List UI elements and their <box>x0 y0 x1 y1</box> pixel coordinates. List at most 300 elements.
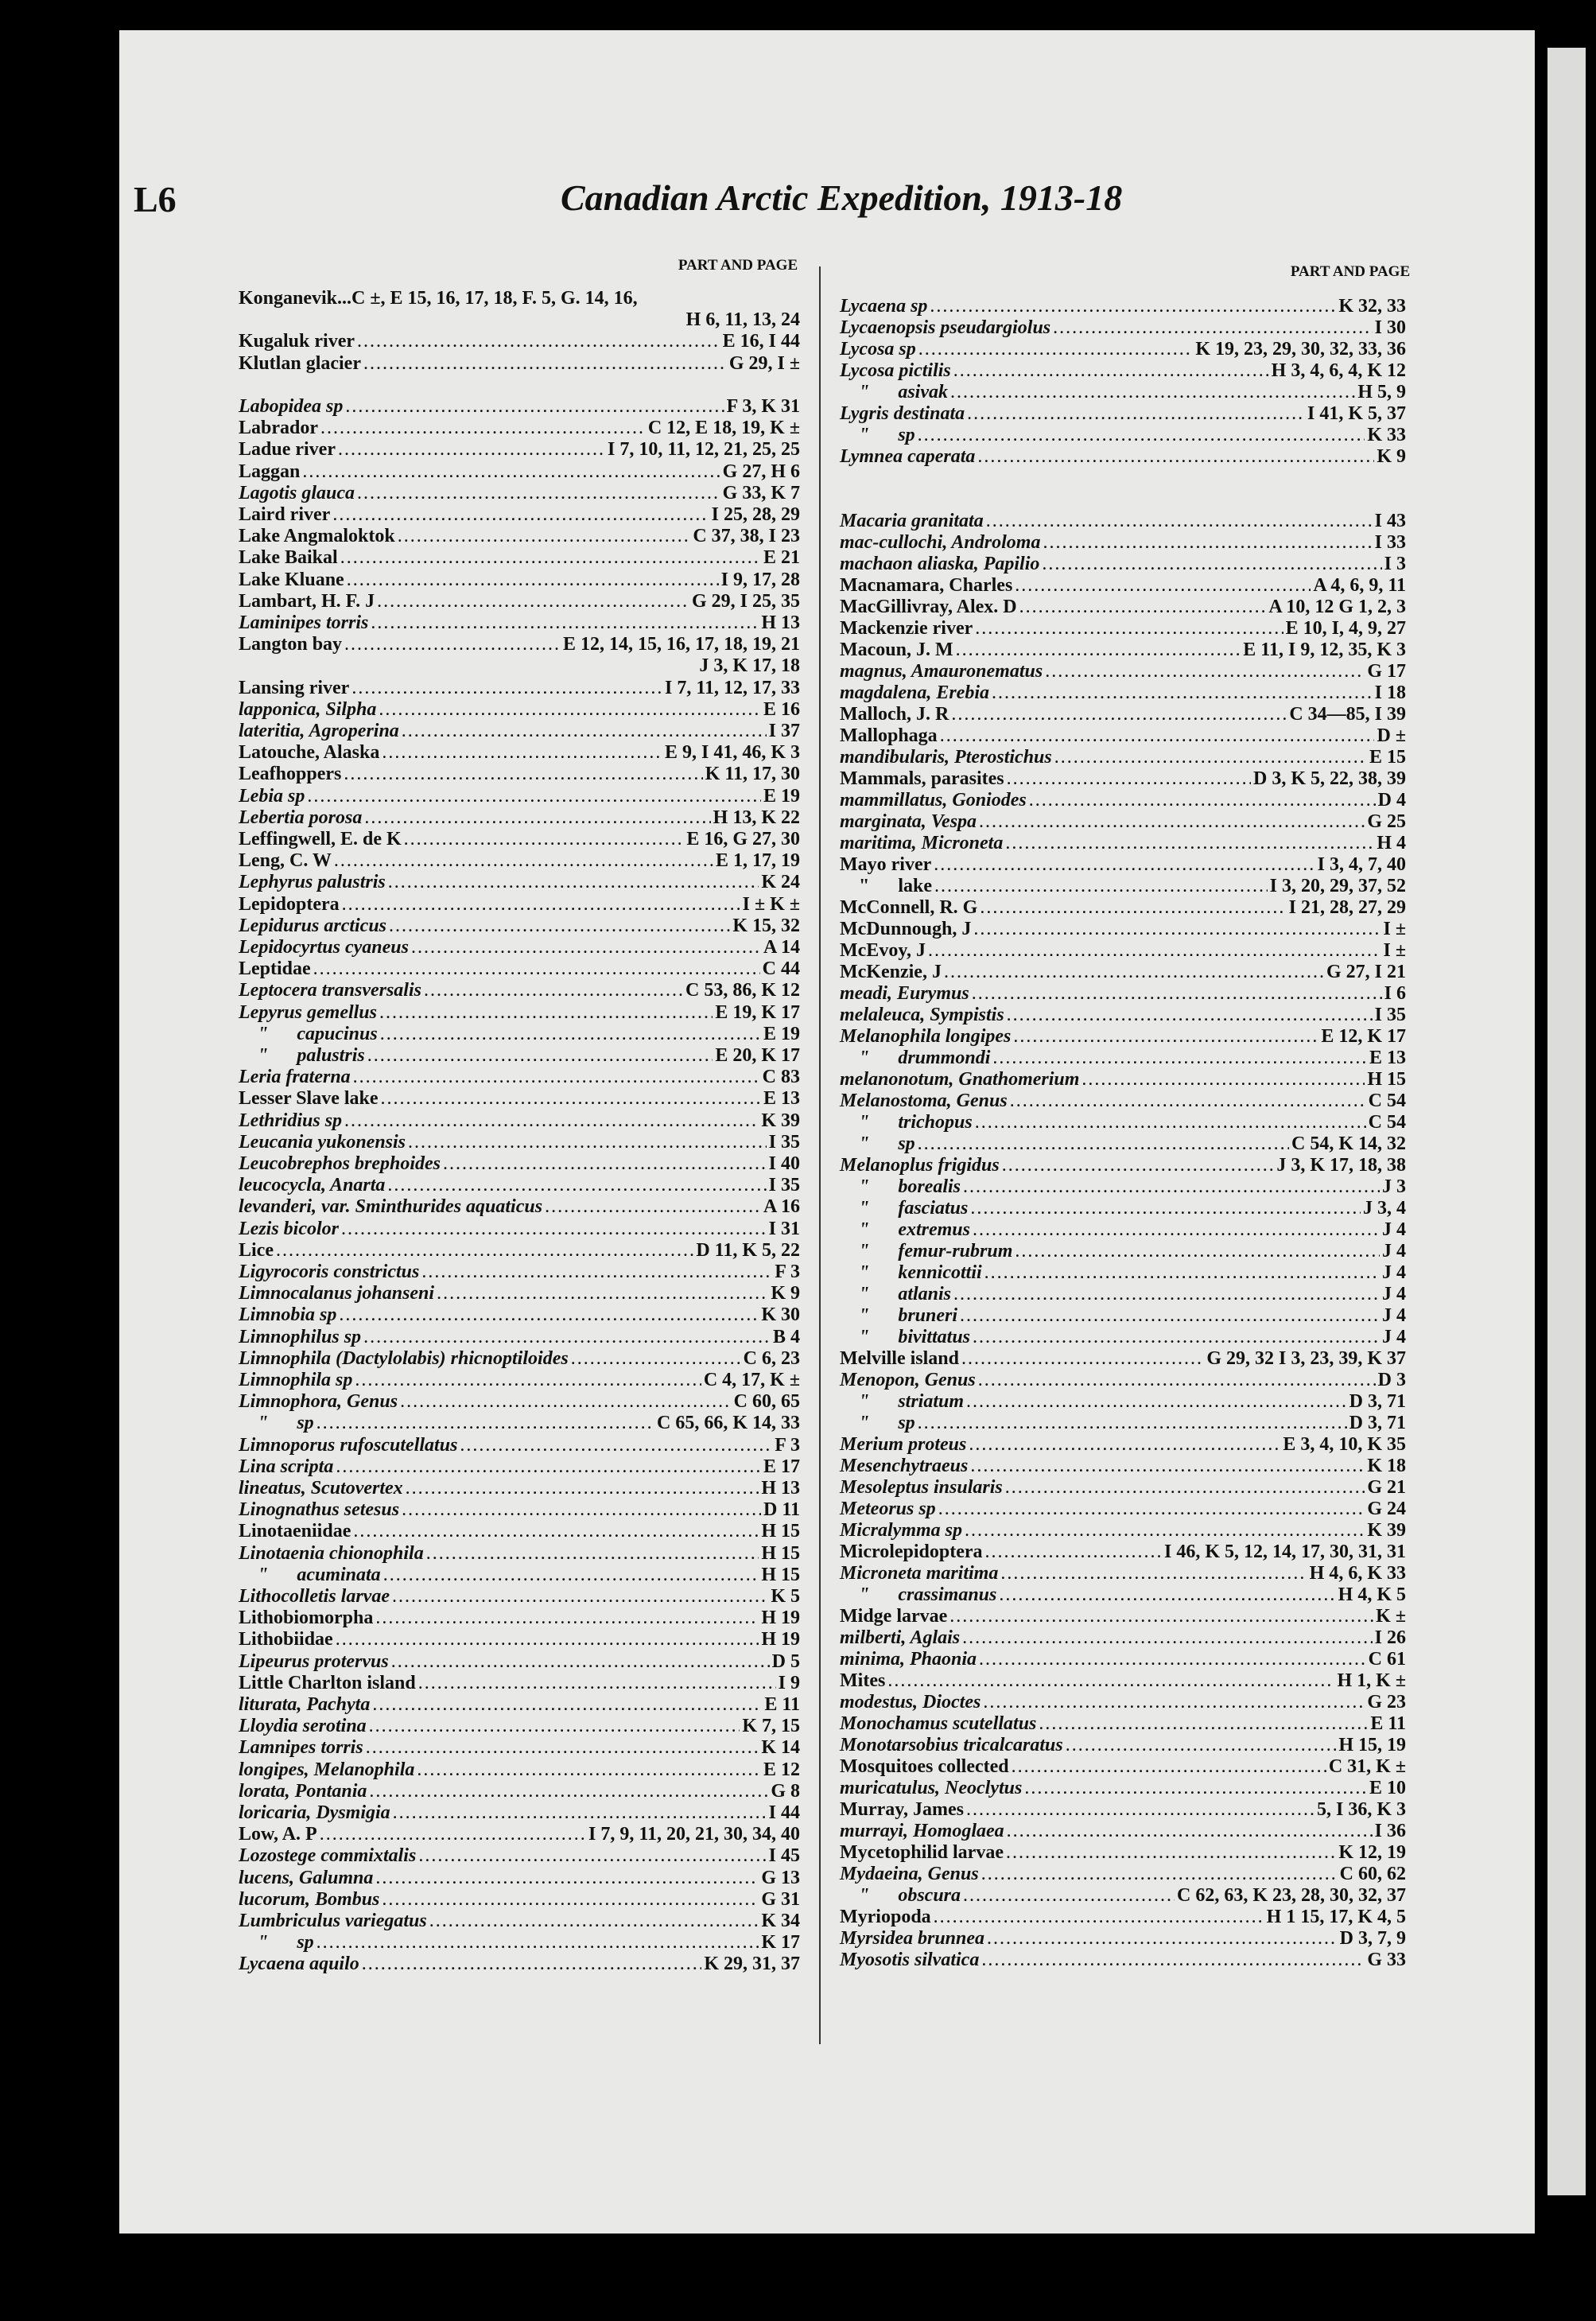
entry-name: Ligyrocoris constrictus <box>239 1262 420 1282</box>
entry-name: " sp <box>840 425 915 445</box>
dot-leader <box>316 1932 759 1953</box>
entry-reference: I 30 <box>1374 317 1406 338</box>
entry-reference: K 24 <box>761 872 800 893</box>
dot-leader <box>983 1692 1365 1713</box>
entry-reference: G 29, I ± <box>728 352 800 374</box>
index-entry <box>239 894 800 915</box>
dot-leader <box>1054 747 1367 768</box>
entry-name: lapponica, Silpha <box>239 698 377 720</box>
entry-reference: A 16 <box>763 1196 800 1218</box>
entry-reference: I 9, 17, 28 <box>720 569 800 590</box>
index-entry <box>239 418 800 438</box>
entry-name: minima, Phaonia <box>840 1649 977 1670</box>
entry-name: levanderi, var. Sminthurides aquaticus <box>239 1196 543 1218</box>
entry-name: " drummondi <box>840 1048 991 1068</box>
entry-name: Lumbriculus variegatus <box>239 1911 427 1931</box>
dot-leader <box>424 980 683 1001</box>
dot-leader <box>1043 532 1372 553</box>
index-entry <box>840 1520 1406 1541</box>
entry-reference: I 7, 10, 11, 12, 21, 25, 25 <box>607 439 800 461</box>
entry-name: modestus, Dioctes <box>840 1692 981 1713</box>
entry-name: Mesenchytraeus <box>840 1456 969 1476</box>
entry-reference: H 4, 6, K 33 <box>1309 1563 1406 1584</box>
entry-reference: H 13 <box>761 612 800 633</box>
entry-reference: 5, I 36, K 3 <box>1316 1799 1406 1820</box>
index-entry <box>840 489 1406 510</box>
index-entry <box>239 721 800 741</box>
dot-leader <box>369 1716 740 1736</box>
entry-reference: G 33, K 7 <box>722 482 800 503</box>
entry-reference: E 11, I 9, 12, 35, K 3 <box>1243 640 1406 660</box>
entry-reference: E 15 <box>1369 747 1406 768</box>
dot-leader <box>918 1413 1347 1433</box>
dot-leader <box>364 807 710 828</box>
index-entry <box>239 1153 800 1174</box>
index-entry <box>840 1950 1406 1970</box>
index-entry <box>239 1499 800 1520</box>
entry-reference: G 13 <box>761 1867 800 1888</box>
index-entry <box>840 1477 1406 1498</box>
dot-leader <box>367 1045 713 1066</box>
entry-name: " bivittatus <box>840 1327 971 1347</box>
dot-leader <box>345 396 724 417</box>
entry-name: murrayi, Homoglaea <box>840 1821 1004 1841</box>
index-entry <box>239 1024 800 1044</box>
dot-leader <box>366 1737 759 1758</box>
entry-reference: I 25, 28, 29 <box>711 504 800 525</box>
entry-name: liturata, Pachyta <box>239 1694 371 1715</box>
index-entry <box>239 1478 800 1499</box>
entry-name: " sp <box>840 1133 915 1154</box>
index-entry <box>239 1304 800 1325</box>
entry-reference: J 4 <box>1382 1262 1406 1283</box>
entry-name: Laird river <box>239 504 331 525</box>
index-entry <box>840 1670 1406 1691</box>
entry-name: magdalena, Erebia <box>840 682 990 703</box>
entry-reference: G 29, I 25, 35 <box>691 590 800 612</box>
index-entry <box>239 547 800 568</box>
entry-reference: I 7, 9, 11, 20, 21, 30, 34, 40 <box>588 1824 800 1845</box>
entry-name: Lagotis glauca <box>239 482 355 503</box>
dot-leader <box>313 958 760 979</box>
entry-name: Leptidae <box>239 958 311 980</box>
entry-reference: D 3 <box>1377 1370 1406 1390</box>
index-entry <box>239 699 800 720</box>
dot-leader <box>949 1606 1373 1627</box>
dot-leader <box>362 1954 702 1974</box>
index-entry <box>840 1434 1406 1455</box>
entry-reference: E 3, 4, 10, K 35 <box>1283 1434 1406 1455</box>
entry-name: Leafhoppers <box>239 764 342 785</box>
dot-leader <box>980 897 1286 918</box>
entry-name: loricaria, Dysmigia <box>239 1802 390 1823</box>
index-entry <box>840 876 1406 896</box>
dot-leader <box>342 894 740 915</box>
index-entry <box>239 1045 800 1066</box>
entry-reference: I 3, 4, 7, 40 <box>1317 854 1406 875</box>
entry-reference: I 3 <box>1384 554 1406 574</box>
entry-name: Lamnipes torris <box>239 1737 363 1759</box>
index-entry <box>239 980 800 1001</box>
entry-reference: I ± K ± <box>742 893 800 915</box>
dot-leader <box>1007 768 1251 789</box>
entry-name: Lebertia porosa <box>239 807 363 828</box>
entry-name: Klutlan glacier <box>239 352 361 374</box>
index-entry <box>840 597 1406 617</box>
entry-name: McDunnough, J <box>840 919 972 939</box>
entry-name: Langton bay <box>239 634 343 655</box>
entry-name: " sp <box>239 1413 314 1434</box>
index-entry <box>239 1716 800 1736</box>
dot-leader <box>963 1176 1380 1197</box>
entry-name: lorata, Pontania <box>239 1780 367 1802</box>
index-entry <box>840 1627 1406 1648</box>
index-entry <box>840 1821 1406 1841</box>
entry-name: Linotaeniidae <box>239 1521 351 1542</box>
index-entry <box>239 1391 800 1412</box>
index-entry <box>239 353 800 374</box>
index-entry <box>239 807 800 828</box>
entry-reference: B 4 <box>772 1326 800 1347</box>
dot-leader <box>393 1802 767 1823</box>
dot-leader <box>918 425 1365 445</box>
entry-reference: E 10, I, 4, 9, 27 <box>1285 618 1406 639</box>
index-entry <box>239 764 800 784</box>
dot-leader <box>950 382 1355 402</box>
entry-reference: I 44 <box>768 1802 800 1823</box>
index-entry <box>840 1327 1406 1347</box>
entry-reference: J 4 <box>1382 1305 1406 1326</box>
entry-reference: E 19, K 17 <box>715 1001 800 1023</box>
index-entry <box>239 1543 800 1564</box>
entry-reference: K 34 <box>761 1911 800 1931</box>
index-entry <box>840 575 1406 596</box>
dot-leader <box>344 634 561 655</box>
dot-leader <box>353 1521 759 1542</box>
index-entry <box>239 655 800 676</box>
entry-name: " crassimanus <box>840 1584 997 1605</box>
dot-leader <box>975 618 1283 639</box>
entry-name: " kennicottii <box>840 1262 982 1283</box>
dot-leader <box>1029 790 1376 811</box>
index-entry <box>840 1864 1406 1884</box>
entry-reference: G 24 <box>1367 1499 1406 1519</box>
entry-name: Myosotis silvatica <box>840 1950 980 1970</box>
dot-leader <box>460 1435 772 1456</box>
entry-reference: E 21 <box>763 547 800 569</box>
entry-name: Leptocera transversalis <box>239 980 421 1001</box>
entry-name: Lepyrus gemellus <box>239 1001 377 1023</box>
dot-leader <box>338 439 605 460</box>
index-entry <box>840 1928 1406 1949</box>
dot-leader <box>928 940 1380 961</box>
index-entry <box>239 1759 800 1780</box>
dot-leader <box>986 511 1373 531</box>
entry-reference: A 4, 6, 9, 11 <box>1313 575 1406 596</box>
index-entry <box>840 1370 1406 1390</box>
entry-name: Lake Kluane <box>239 569 344 590</box>
entry-reference: E 12, K 17 <box>1321 1026 1406 1047</box>
index-entry <box>239 461 800 482</box>
entry-reference: C 6, 23 <box>743 1347 800 1369</box>
entry-name: Macaria granitata <box>840 511 984 531</box>
dot-leader <box>999 1584 1335 1605</box>
entry-name: McConnell, R. G <box>840 897 978 918</box>
index-entry <box>239 591 800 612</box>
index-entry <box>840 1799 1406 1820</box>
dot-leader <box>402 721 767 741</box>
index-entry <box>239 1456 800 1477</box>
entry-reference: E 11 <box>764 1694 800 1715</box>
dot-leader <box>426 1543 759 1564</box>
entry-name: Lina scripta <box>239 1456 334 1477</box>
index-entry <box>239 1673 800 1693</box>
dot-leader <box>960 1305 1380 1326</box>
entry-reference: K 17 <box>761 1932 800 1954</box>
dot-leader <box>1013 1026 1318 1047</box>
entry-reference: I ± <box>1383 919 1406 939</box>
index-entry <box>840 790 1406 811</box>
entry-reference: J 4 <box>1382 1219 1406 1240</box>
index-entry <box>239 937 800 958</box>
dot-leader <box>371 612 759 633</box>
entry-name: Lethridius sp <box>239 1110 343 1131</box>
entry-name: " palustris <box>239 1045 365 1066</box>
index-entry <box>239 288 800 309</box>
entry-reference: E 1, 17, 19 <box>715 850 800 872</box>
dot-leader <box>970 1456 1365 1476</box>
entry-reference: I 21, 28, 27, 29 <box>1288 897 1406 918</box>
dot-leader <box>417 1759 761 1780</box>
entry-name: " bruneri <box>840 1305 958 1326</box>
dot-leader <box>355 1370 701 1390</box>
entry-name: Limnophora, Genus <box>239 1391 398 1413</box>
entry-reference: G 25 <box>1367 811 1406 832</box>
index-entry <box>840 1262 1406 1283</box>
entry-reference: H 3, 4, 6, 4, K 12 <box>1271 360 1406 381</box>
index-entry <box>840 897 1406 918</box>
index-entry <box>840 1907 1406 1927</box>
entry-reference: J 3, K 17, 18, 38 <box>1276 1155 1406 1176</box>
dot-leader <box>375 1608 759 1628</box>
entry-name: magnus, Amauronematus <box>840 661 1043 682</box>
entry-reference: K 12, 19 <box>1338 1842 1406 1863</box>
entry-name: Limnophila (Dactylolabis) rhicnoptiloides <box>239 1347 569 1369</box>
index-entry <box>840 983 1406 1004</box>
entry-name: Melanoplus frigidus <box>840 1155 1000 1176</box>
index-entry <box>840 1284 1406 1304</box>
index-entry <box>840 511 1406 531</box>
entry-reference: F 3, K 31 <box>726 396 800 417</box>
dot-leader <box>1012 1756 1326 1777</box>
entry-name: Lozostege commixtalis <box>239 1845 417 1867</box>
entry-name: " femur-rubrum <box>840 1241 1013 1262</box>
dot-leader <box>1015 575 1311 596</box>
entry-reference: I 7, 11, 12, 17, 33 <box>664 677 800 698</box>
dot-leader <box>391 1651 770 1672</box>
dot-leader <box>307 786 761 807</box>
entry-name: lucorum, Bombus <box>239 1888 380 1910</box>
entry-reference: E 9, I 41, 46, K 3 <box>664 742 800 764</box>
entry-name: Leng, C. W <box>239 850 332 872</box>
index-entry <box>840 1069 1406 1090</box>
entry-reference: D ± <box>1377 725 1406 746</box>
entry-reference: H 15 <box>761 1542 800 1564</box>
index-entry <box>840 725 1406 746</box>
dot-leader <box>421 1262 772 1282</box>
index-entry <box>239 1067 800 1087</box>
entry-name: Leria fraterna <box>239 1067 351 1088</box>
index-entry <box>239 1781 800 1802</box>
index-entry <box>239 1413 800 1433</box>
entry-name: leucocycla, Anarta <box>239 1175 386 1196</box>
entry-reference: C 65, 66, K 14, 33 <box>657 1413 800 1434</box>
index-entry <box>239 1327 800 1347</box>
entry-reference: K 18 <box>1367 1456 1406 1476</box>
index-entry <box>239 1694 800 1715</box>
entry-reference: E 19 <box>763 785 800 807</box>
index-entry <box>239 1932 800 1953</box>
index-entry <box>239 1651 800 1672</box>
dot-leader <box>981 1950 1365 1970</box>
entry-reference: G 21 <box>1367 1477 1406 1498</box>
entry-reference: J 4 <box>1382 1327 1406 1347</box>
index-entry <box>239 526 800 546</box>
dot-leader <box>363 1327 771 1347</box>
dot-leader <box>1006 1842 1336 1863</box>
dot-leader <box>316 1413 654 1433</box>
dot-leader <box>545 1196 761 1217</box>
entry-reference: D 11, K 5, 22 <box>696 1239 800 1261</box>
dot-leader <box>398 526 691 546</box>
dot-leader <box>363 353 727 374</box>
entry-reference: I 46, K 5, 12, 14, 17, 30, 31, 31 <box>1163 1542 1406 1562</box>
entry-reference: I 31 <box>768 1218 800 1239</box>
dot-leader <box>332 504 709 525</box>
index-entry <box>840 1091 1406 1111</box>
entry-name: Malloch, J. R <box>840 704 949 725</box>
column-rule <box>819 266 821 2044</box>
dot-leader <box>965 1520 1365 1541</box>
index-entry <box>239 1348 800 1369</box>
dot-leader <box>1007 1821 1373 1841</box>
entry-reference: D 3, K 5, 22, 38, 39 <box>1253 768 1406 789</box>
entry-reference: J 4 <box>1382 1241 1406 1262</box>
entry-name: Low, A. P <box>239 1824 317 1845</box>
entry-name: Merium proteus <box>840 1434 967 1455</box>
index-entry <box>840 811 1406 832</box>
index-entry <box>239 1283 800 1304</box>
entry-name: milberti, Aglais <box>840 1627 961 1648</box>
dot-leader <box>381 1088 761 1109</box>
index-entry <box>840 1713 1406 1734</box>
index-entry <box>840 1563 1406 1584</box>
dot-leader <box>987 1928 1338 1949</box>
index-entry <box>840 919 1406 939</box>
index-entry <box>239 1262 800 1282</box>
entry-reference: I 37 <box>768 721 800 741</box>
dot-leader <box>1005 1477 1365 1498</box>
entry-reference: J 3, K 17, 18 <box>699 655 800 677</box>
entry-name: melanonotum, Gnathomerium <box>840 1069 1080 1090</box>
entry-reference: E 16 <box>763 698 800 720</box>
entry-reference: K 19, 23, 29, 30, 32, 33, 36 <box>1195 339 1406 360</box>
entry-reference: H 15 <box>761 1521 800 1542</box>
entry-name: Limnobia sp <box>239 1304 337 1326</box>
entry-reference: E 13 <box>1369 1048 1406 1068</box>
dot-leader <box>344 1110 759 1131</box>
dot-leader <box>437 1283 768 1304</box>
entry-reference: K 14 <box>761 1737 800 1759</box>
entry-reference: G 27, I 21 <box>1326 962 1406 982</box>
dot-leader <box>967 403 1305 424</box>
entry-name: Lycosa pictilis <box>840 360 951 381</box>
index-entry <box>840 339 1406 360</box>
index-entry <box>840 1112 1406 1133</box>
entry-name: Lansing river <box>239 677 350 698</box>
index-entry <box>840 1348 1406 1369</box>
entry-reference: K 39 <box>1367 1520 1406 1541</box>
index-entry <box>840 1649 1406 1670</box>
entry-name: Lithobiidae <box>239 1629 333 1650</box>
entry-name: Linotaenia chionophila <box>239 1542 424 1564</box>
entry-reference: E 19 <box>763 1023 800 1044</box>
entry-name: Limnophilus sp <box>239 1326 362 1347</box>
entry-name: marginata, Vespa <box>840 811 977 832</box>
entry-name: Konganevik...C ±, E 15, 16, 17, 18, F. 5, G. 14, 16, <box>239 288 638 309</box>
entry-name: Microneta maritima <box>840 1563 999 1584</box>
index-entry <box>239 1240 800 1261</box>
entry-name: Mites <box>840 1670 886 1691</box>
entry-reference: D 3, 71 <box>1349 1391 1406 1412</box>
dot-leader <box>966 1799 1314 1820</box>
entry-name: Lymnea caperata <box>840 446 976 467</box>
entry-reference: I 35 <box>768 1131 800 1153</box>
index-entry <box>840 1885 1406 1906</box>
dot-leader <box>375 1868 759 1888</box>
entry-name: " fasciatus <box>840 1198 969 1219</box>
entry-reference: H 1, K ± <box>1337 1670 1406 1691</box>
entry-reference: D 3, 71 <box>1349 1413 1406 1433</box>
entry-name: lateritia, Agroperina <box>239 721 399 741</box>
dot-leader <box>973 1219 1380 1240</box>
dot-leader <box>973 919 1380 939</box>
dot-leader <box>956 640 1241 660</box>
entry-name: mandibularis, Pterostichus <box>840 747 1052 768</box>
entry-reference: J 3, 4 <box>1363 1198 1406 1219</box>
dot-leader <box>979 811 1365 832</box>
index-entry <box>840 317 1406 338</box>
index-entry <box>239 1110 800 1131</box>
entry-name: Lesser Slave lake <box>239 1088 379 1110</box>
entry-reference: H 6, 11, 13, 24 <box>685 309 800 331</box>
dot-leader <box>400 1391 732 1412</box>
entry-reference: D 4 <box>1377 790 1406 811</box>
entry-name: " lake <box>840 876 932 896</box>
entry-reference: E 12 <box>763 1759 800 1780</box>
entry-name: Lithocolletis larvae <box>239 1586 390 1607</box>
entry-name: Mackenzie river <box>840 618 973 639</box>
entry-name: Ladue river <box>239 439 336 461</box>
entry-reference: H 5, 9 <box>1357 382 1406 402</box>
entry-name: Lambart, H. F. J <box>239 590 375 612</box>
entry-reference: I 33 <box>1374 532 1406 553</box>
index-entry <box>840 1842 1406 1863</box>
index-entry <box>239 742 800 763</box>
entry-reference: C 83 <box>762 1067 800 1088</box>
entry-reference: I 3, 20, 29, 37, 52 <box>1269 876 1406 896</box>
dot-leader <box>918 339 1194 360</box>
